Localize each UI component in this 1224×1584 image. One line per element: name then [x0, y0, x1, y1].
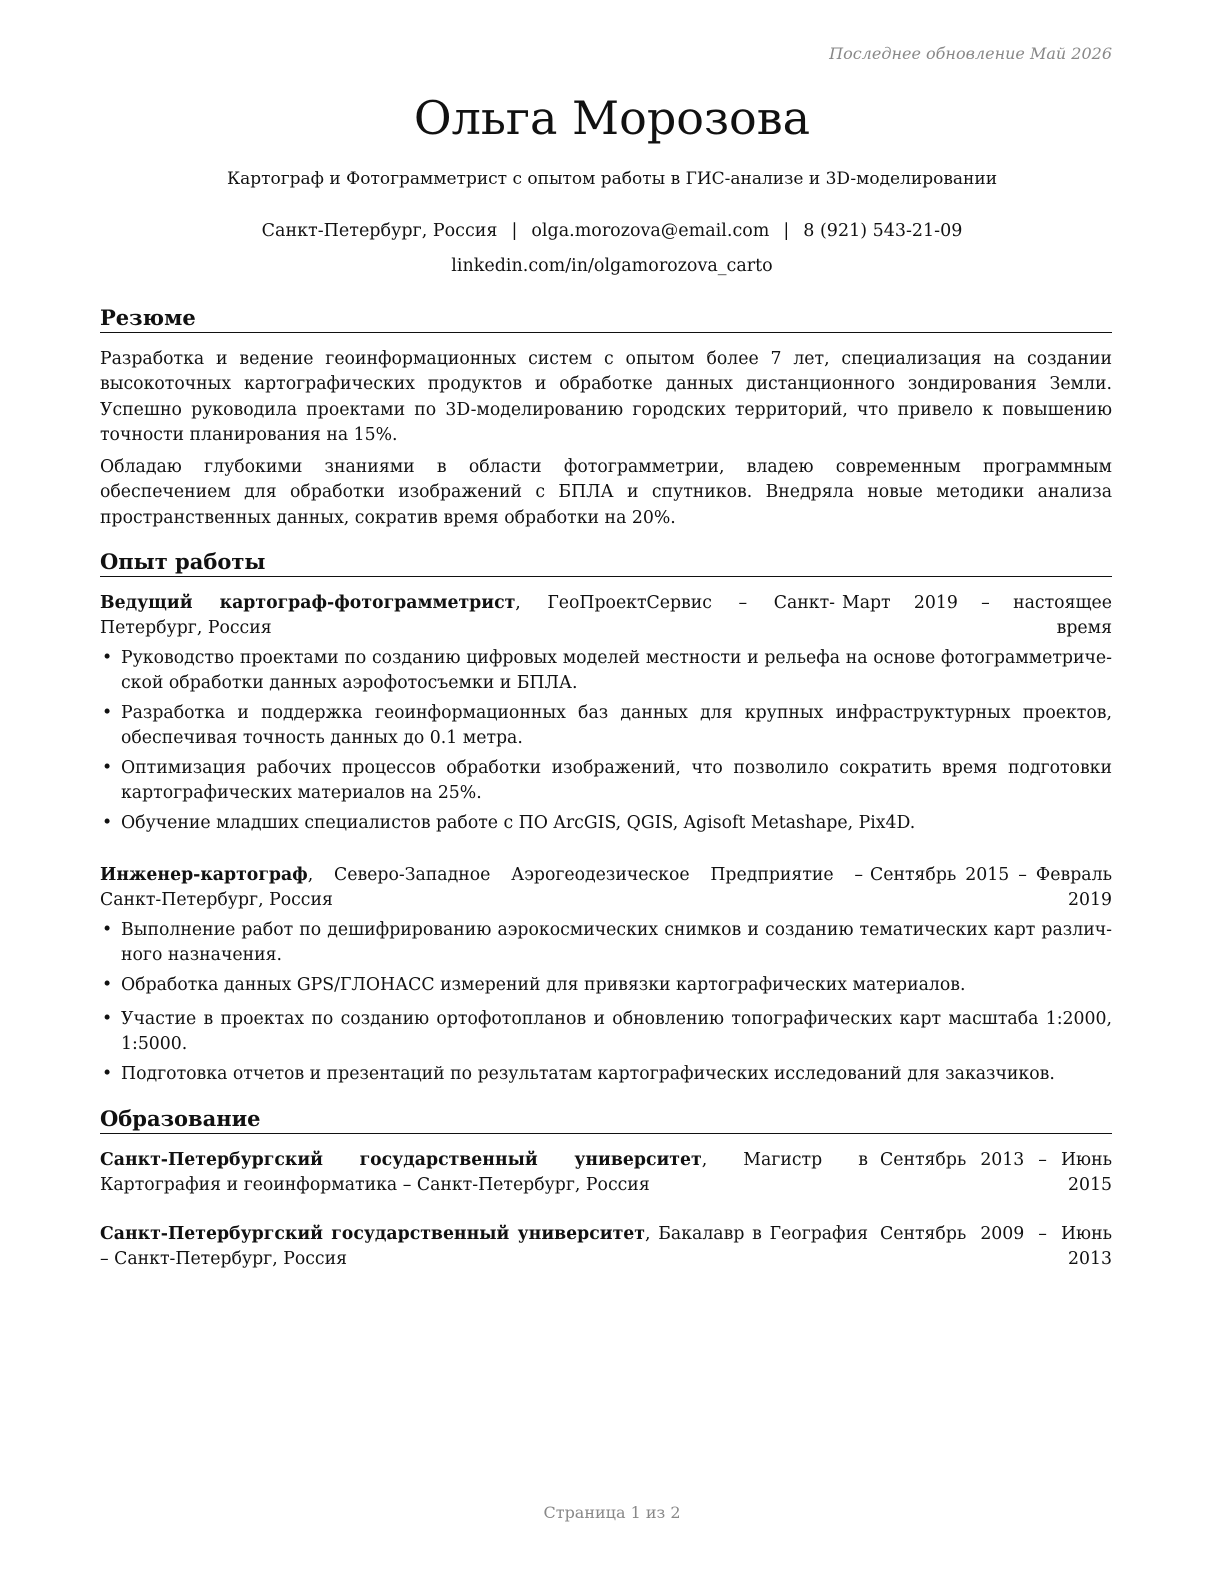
education-title-line	[100, 1222, 868, 1272]
bullet-icon: •	[102, 975, 113, 995]
education-dates: Сентябрь 2009 – Июнь 2013	[880, 1224, 1112, 1269]
job-bullets	[100, 918, 1112, 1087]
list-item: • Руководство проектами по созданию цифровых моделей местности и рельефа на основе фотограмметрической обработки данных аэрофотосъемки и БПЛА.	[102, 648, 1112, 693]
bullet-icon: •	[102, 758, 113, 778]
list-item: • Выполнение работ по дешифрированию аэрокосмических снимков и созданию тематических карт различного назначения.	[102, 920, 1112, 965]
list-item: • Оптимизация рабочих процессов обработки изображений, что позволило сократить время подготовки картографических материалов на 25%.	[102, 758, 1112, 803]
education-dates: Сентябрь 2013 – Июнь 2015	[880, 1150, 1112, 1195]
bullet-icon: •	[102, 813, 113, 833]
bullet-icon: •	[102, 920, 113, 940]
job-company: , ГеоПроектСервис – Санкт-Петербург, Россия	[100, 593, 835, 638]
separator: |	[783, 221, 790, 241]
bullet-icon: •	[102, 703, 113, 723]
section-title-summary: Резюме	[100, 305, 1112, 333]
job-header	[100, 863, 1112, 913]
bullet-icon: •	[102, 648, 113, 668]
candidate-name: Ольга Морозова	[413, 91, 811, 145]
page-number: Страница 1 из 2	[543, 1503, 681, 1522]
last-updated: Последнее обновление Май 2026	[829, 44, 1112, 63]
list-item: • Обработка данных GPS/ГЛОНАСС измерений для привязки картографических материалов.	[100, 973, 1112, 998]
job-dates: Сентябрь 2015 – Февраль 2019	[870, 865, 1112, 910]
education-institution: Санкт-Петербургский государственный университет	[100, 1224, 645, 1244]
summary-paragraph: Разработка и ведение геоинформационных систем с опытом более 7 лет, специализация на создании высокоточных картографических продуктов и обработке данных дистанционного зондирования Земли. Успешно руководила проектами по 3D-моделированию городских территорий, что привело к повышению точности планирования на 15%.	[100, 349, 1112, 445]
separator: |	[511, 221, 518, 241]
job-company: , Северо-Западное Аэрогеодезическое Предприятие – Санкт-Петербург, Россия	[100, 865, 863, 910]
section-title-education: Образование	[100, 1106, 1112, 1134]
job-header	[100, 591, 1112, 641]
list-item: • Подготовка отчетов и презентаций по результатам картографических исследований для заказчиков.	[100, 1062, 1112, 1087]
candidate-subtitle: Картограф и Фотограмметрист с опытом работы в ГИС-анализе и 3D-моделировании	[226, 169, 998, 189]
job-position: Ведущий картограф-фотограмметрист	[100, 593, 516, 613]
list-item: • Обучение младших специалистов работе с ПО ArcGIS, QGIS, Agisoft Metashape, Pix4D.	[100, 811, 1112, 836]
summary-paragraph: Обладаю глубокими знаниями в области фотограмметрии, владею современным программным обеспечением для обработки изображений с БПЛА и спутников. Внедряла новые методики анализа пространственных данных, сократив время обработки на 20%.	[100, 457, 1112, 528]
list-item: • Участие в проектах по созданию ортофотопланов и обновлению топографических карт масштаба 1:2000, 1:5000.	[102, 1009, 1112, 1054]
education-section	[100, 1106, 1112, 1272]
job-entry	[100, 591, 1112, 836]
education-entry	[100, 1222, 1112, 1272]
bullet-icon: •	[102, 1064, 113, 1084]
education-title-line	[100, 1148, 868, 1198]
section-title-experience: Опыт работы	[100, 549, 1112, 577]
experience-section	[100, 549, 1112, 1087]
list-item: • Разработка и поддержка геоинформационных баз данных для крупных инфраструктурных проектов, обеспечивая точность данных до 0.1 метра.	[102, 703, 1112, 748]
education-entry	[100, 1148, 1112, 1198]
phone-number: 8 (921) 543-21-09	[803, 221, 963, 241]
job-title-line	[100, 591, 835, 641]
email-link[interactable]: olga.morozova@email.com	[531, 221, 770, 241]
job-position: Инженер-картограф	[100, 865, 308, 885]
job-entry	[100, 863, 1112, 1087]
bullet-icon: •	[102, 1009, 113, 1029]
contact-line	[0, 220, 1224, 242]
location: Санкт-Петербург, Россия	[261, 221, 498, 241]
summary-section	[100, 305, 1112, 531]
job-title-line	[100, 863, 863, 913]
education-details: , Магистр в Картография и геоинформатика – Санкт-Петербург, Россия	[100, 1150, 868, 1195]
education-institution: Санкт-Петербургский государственный университет	[100, 1150, 702, 1170]
job-bullets	[100, 646, 1112, 836]
linkedin-link[interactable]: linkedin.com/in/olgamorozova_carto	[451, 256, 773, 276]
education-details: , Бакалавр в География – Санкт-Петербург, Россия	[100, 1224, 869, 1269]
job-dates: Март 2019 – настоящее время	[842, 593, 1112, 638]
